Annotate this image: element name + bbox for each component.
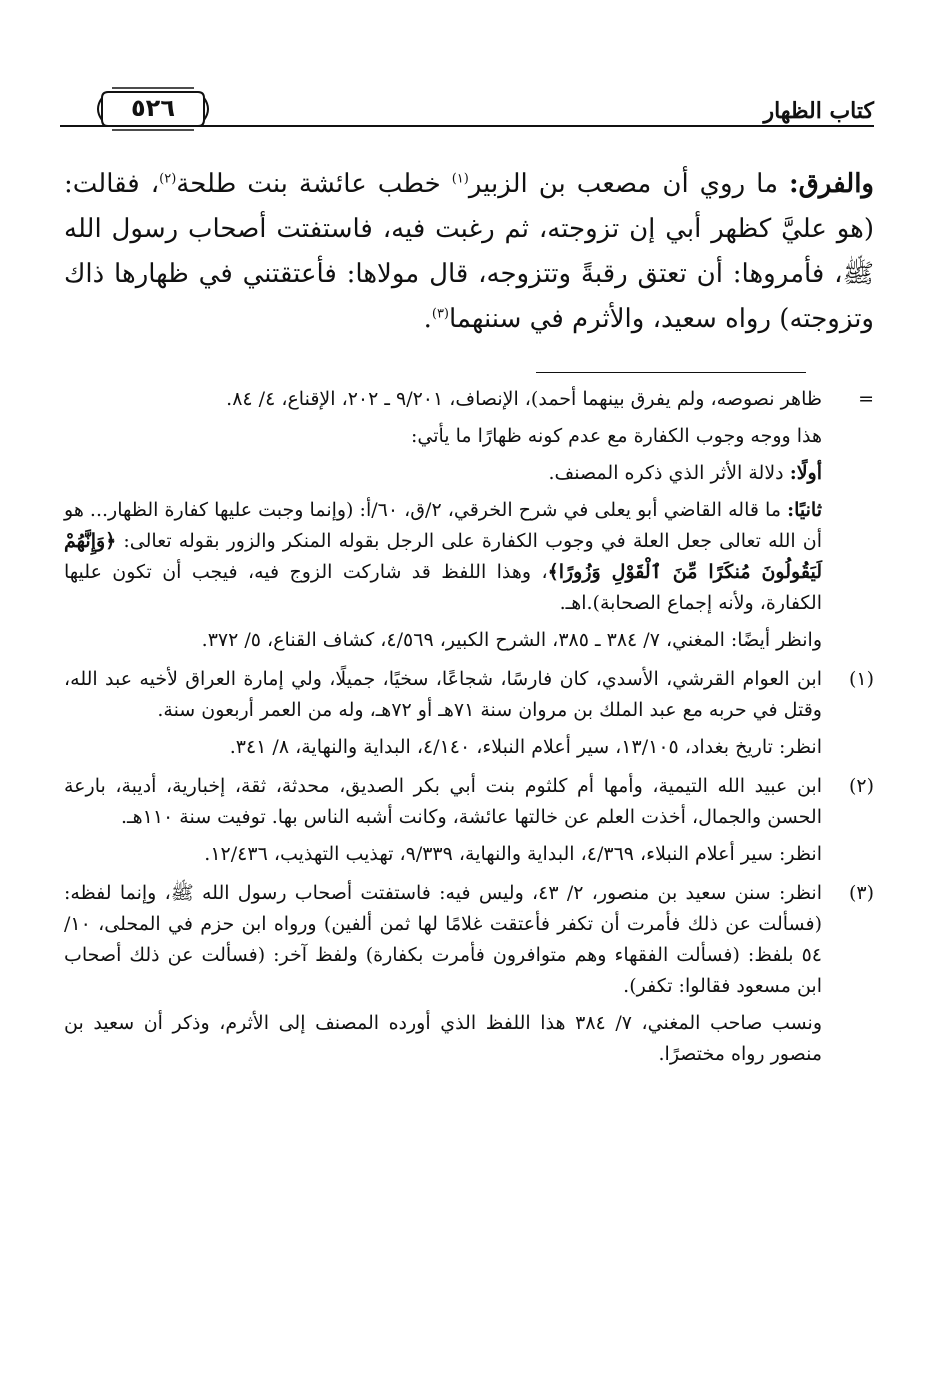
footnote-ref: ونسب صاحب المغني، ٧/ ٣٨٤ هذا اللفظ الذي أورده المصنف إلى الأثرم، وذكر أن سعيد بن منصور رواه مختصرًا. bbox=[64, 1012, 822, 1065]
chapter-title: كتاب الظهار bbox=[763, 98, 874, 124]
footnote-divider bbox=[536, 372, 806, 373]
footnote-text: ابن العوام القرشي، الأسدي، كان فارسًا، شجاعًا، سخيًا، جميلًا، ولي إمارة العراق لأخيه عبد الله، وقتل في حربه مع عبد الملك بن مروان سنة ٧١هـ أو ٧٢هـ، وله من العمر أربعون سنة. bbox=[64, 668, 822, 721]
footnote-ref-2[interactable]: (٢) bbox=[159, 171, 177, 187]
point-label: ثانيًا: bbox=[787, 499, 822, 521]
lead-word: والفرق: bbox=[789, 169, 874, 199]
footnote-1 bbox=[64, 664, 874, 763]
footnote-mark: = bbox=[858, 388, 874, 410]
footnote-line bbox=[64, 458, 822, 489]
footnote-mark: (٢) bbox=[848, 775, 874, 797]
main-text-part: ما روي أن مصعب بن الزبير bbox=[468, 169, 790, 199]
point-text: ما قاله القاضي أبو يعلى في شرح الخرقي، ٢/ق، ٦٠/أ: (وإنما وجبت عليها كفارة الظهار... هو أن الله تعالى جعل العلة في وجوب الكفارة على الرجل بقوله المنكر والزور بقوله تعالى: bbox=[64, 499, 822, 552]
main-text-part: ، فقالت: (هو عليَّ كظهر أبي إن تزوجته، ثم رغبت فيه، فاستفتت أصحاب رسول الله ﷺ، فأمروها: أن تعتق رقبةً وتتزوجه، قال مولاها: فأعتقتني في ظهارها ذاك وتزوجته) رواه سعيد، والأثرم في سننهما bbox=[64, 169, 874, 334]
footnote-line: ظاهر نصوصه، ولم يفرق بينهما أحمد)، الإنصاف، ٩/٢٠١ ـ ٢٠٢، الإقناع، ٤/ ٨٤. bbox=[226, 388, 822, 410]
footnote-text: انظر: سنن سعيد بن منصور، ٢/ ٤٣، وليس فيه: فاستفتت أصحاب رسول الله ﷺ، وإنما لفظه: (فسألت عن ذلك فأمرت أن تكفر فأعتقت غلامًا لها ثمن ألفين) ورواه ابن حزم في المحلى، ١٠/ ٥٤ بلفظ: (فسألت الفقهاء وهم متوافرون فأمرت بكفارة) ولفظ آخر: (فسألت عن ذلك أصحاب ابن مسعود فقالوا: تكفر). bbox=[64, 882, 822, 997]
point-text: ، وهذا اللفظ قد شاركت الزوج فيه، فيجب أن تكون عليها الكفارة، ولأنه إجماع الصحابة).اهـ. bbox=[64, 561, 822, 614]
page-number: ٥٢٦ bbox=[112, 94, 194, 122]
page-number-ornament bbox=[88, 86, 218, 132]
footnote-text: ابن عبيد الله التيمية، وأمها أم كلثوم بنت أبي بكر الصديق، محدثة، ثقة، إخبارية، أديبة، بارعة الحسن والجمال، أخذت العلم عن خالتها عائشة، وكانت أشبه الناس بها. توفيت سنة ١١٠هـ. bbox=[64, 775, 822, 828]
footnote-ref: انظر: سير أعلام النبلاء، ٤/٣٦٩، البداية والنهاية، ٩/٣٣٩، تهذيب التهذيب، ١٢/٤٣٦. bbox=[204, 843, 822, 865]
footnote-line bbox=[64, 495, 822, 619]
footnote-line: وانظر أيضًا: المغني، ٧/ ٣٨٤ ـ ٣٨٥، الشرح الكبير، ٤/٥٦٩، كشاف القناع، ٥/ ٣٧٢. bbox=[201, 629, 822, 651]
footnotes bbox=[64, 384, 874, 1078]
footnote-ref-1[interactable]: (١) bbox=[451, 171, 469, 187]
quran-verse: ﴿وَإِنَّهُمْ لَيَقُولُونَ مُنكَرًا مِّنَ ٱلْقَوْلِ وَزُورًا﴾ bbox=[64, 530, 822, 583]
footnote-continuation bbox=[64, 384, 874, 656]
footnote-ref-3[interactable]: (٣) bbox=[431, 306, 449, 322]
footnote-mark: (٣) bbox=[848, 882, 874, 904]
footnote-mark: (١) bbox=[848, 668, 874, 690]
footnote-line: هذا ووجه وجوب الكفارة مع عدم كونه ظهارًا ما يأتي: bbox=[410, 425, 822, 447]
point-label: أولًا: bbox=[789, 462, 822, 484]
main-text-end: . bbox=[423, 304, 432, 334]
main-text-part: خطب عائشة بنت طلحة bbox=[176, 169, 452, 199]
point-text: دلالة الأثر الذي ذكره المصنف. bbox=[548, 462, 790, 484]
page-header bbox=[60, 86, 874, 136]
footnote-ref: انظر: تاريخ بغداد، ١٣/١٠٥، سير أعلام النبلاء، ٤/١٤٠، البداية والنهاية، ٨/ ٣٤١. bbox=[229, 736, 822, 758]
footnote-2 bbox=[64, 771, 874, 870]
footnote-3 bbox=[64, 878, 874, 1070]
main-text bbox=[64, 162, 874, 342]
